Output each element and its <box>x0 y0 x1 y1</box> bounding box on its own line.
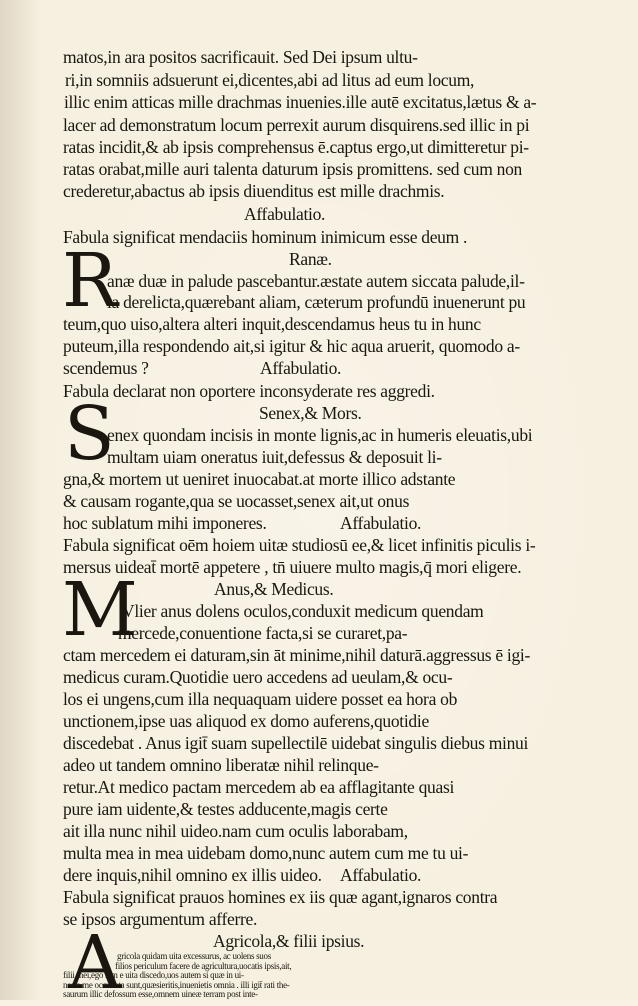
text-line: gna,& mortem ut ueniret inuocabat.at morte illico adstante <box>63 469 456 489</box>
text-line: discedebat . Anus igit̄ suam supellectilē uidebat singulis diebus minui <box>63 733 529 753</box>
text-line: ctam mercedem ei daturam,sin āt minime,nihil daturā.aggressus ē igi- <box>63 645 531 665</box>
section-heading: Affabulatio. <box>340 865 422 885</box>
text-line: anæ duæ in palude pascebantur.æstate autem siccata palude,il- <box>107 271 525 291</box>
text-line: & causam rogante,qua se uocasset,senex ait,ut onus <box>63 491 410 511</box>
text-line: Vlier anus dolens oculos,conduxit medicum quendam <box>122 601 484 621</box>
section-heading: Affabulatio. <box>340 513 422 533</box>
text-line: gricola quidam uita excessurus, ac uolens suos <box>117 951 271 961</box>
moral-line: mersus uideat̄ mortē appetere , tn̄ uiuere multo magis,q̄ mori eligere. <box>63 557 522 577</box>
section-heading: Affabulatio. <box>244 204 326 224</box>
text-line: unctionem,ipse uas aliquod ex domo auferens,quotidie <box>63 711 429 731</box>
moral-line: se ipsos argumentum afferre. <box>63 909 258 929</box>
text-line: saurum illic defossum esse,omnem uineæ terram post inte- <box>63 989 258 999</box>
text-line: mercede,conuentione facta,si se curaret,pa- <box>118 623 408 643</box>
fable-title: Ranæ. <box>289 249 332 269</box>
gutter-shadow <box>0 0 40 1000</box>
text-line: ait illa nunc nihil uideo.nam cum oculis laborabam, <box>63 821 408 841</box>
text-line: retur.At medico pactam mercedem ab ea afflagitante quasi <box>63 777 455 797</box>
text-line: puteum,illa respondendo ait,si igitur & hic aqua aruerit, quomodo a- <box>63 336 520 356</box>
text-line: enex quondam incisis in monte lignis,ac in humeris eleuatis,ubi <box>107 425 533 445</box>
fable-title: Anus,& Medicus. <box>214 579 334 599</box>
text-line: ratas incidit,& ab ipsis comprehensus ē.captus ergo,ut dimitteretur pi- <box>63 137 529 157</box>
fable-title: Senex,& Mors. <box>259 403 362 423</box>
drop-initial-a: A <box>68 920 122 1006</box>
text-line: filii mei,ego iam e uita discedo,uos autem si quæ in ui- <box>63 970 244 980</box>
text-line: lacer ad demonstratum locum perrexit aurum disquirens.sed illic in pi <box>63 115 530 135</box>
text-line: multam uiam oneratus iuit,defessus & deposuit li- <box>107 447 442 467</box>
text-line: multa mea in mea uidebam domo,nunc autem cum me tu ui- <box>63 843 469 863</box>
text-line: illic enim atticas mille drachmas inuenies.ille autē excitatus,lætus & a- <box>64 92 537 112</box>
text-line: matos,in ara positos sacrificauit. Sed Dei ipsum ultu- <box>63 47 418 67</box>
fable-title: Agricola,& filii ipsius. <box>213 931 365 951</box>
text-line: medicus curam.Quotidie uero accedens ad ueulam,& ocu- <box>63 667 453 687</box>
text-line: la derelicta,quærebant aliam, cæterum profundū inuenerunt pu <box>107 292 526 312</box>
text-line: teum,quo uiso,altera alteri inquit,descendamus heus tu in hunc <box>63 314 481 334</box>
text-line: filios periculum facere de agricultura,uocatis ipsis,ait, <box>115 960 292 971</box>
text-line: crederetur,abactus ab ipsis diuenditus est mille drachmis. <box>63 181 445 201</box>
text-line: los ei ungens,cum illa nequaquam uidere posset ea hora ob <box>63 689 458 709</box>
text-line: hoc sublatum mihi imponeres. <box>63 513 267 533</box>
text-line: pure iam uidente,& testes adducente,magis certe <box>63 799 388 819</box>
text-line: adeo ut tandem omnino liberatæ nihil relinque- <box>63 755 379 775</box>
text-line: ratas orabat,mille auri talenta daturum ipsis promittens. sed cum non <box>63 159 522 179</box>
drop-initial-m: M <box>62 567 138 653</box>
text-line: nea a me occultata sunt,quæsieritis,inuenietis omnia . illi igit̄ rati the- <box>63 979 290 990</box>
drop-initial-s: S <box>64 391 115 477</box>
drop-initial-r: R <box>62 238 118 324</box>
moral-line: Fabula declarat non oportere inconsyderate res aggredi. <box>63 381 435 401</box>
moral-line: Fabula significat prauos homines ex iis quæ agant,ignaros contra <box>63 887 498 907</box>
text-line: scendemus ? <box>63 358 149 378</box>
text-line: dere inquis,nihil omnino ex illis uideo. <box>63 865 322 885</box>
moral-line: Fabula significat mendaciis hominum inimicum esse deum . <box>63 227 468 247</box>
text-line: ri,in somniis adsuerunt ei,dicentes,abi ad litus ad eum locum, <box>65 70 475 90</box>
moral-line: Fabula significat oēm hoiem uitæ studiosū ee,& licet infinitis piculis i- <box>63 535 536 555</box>
section-heading: Affabulatio. <box>260 358 342 378</box>
